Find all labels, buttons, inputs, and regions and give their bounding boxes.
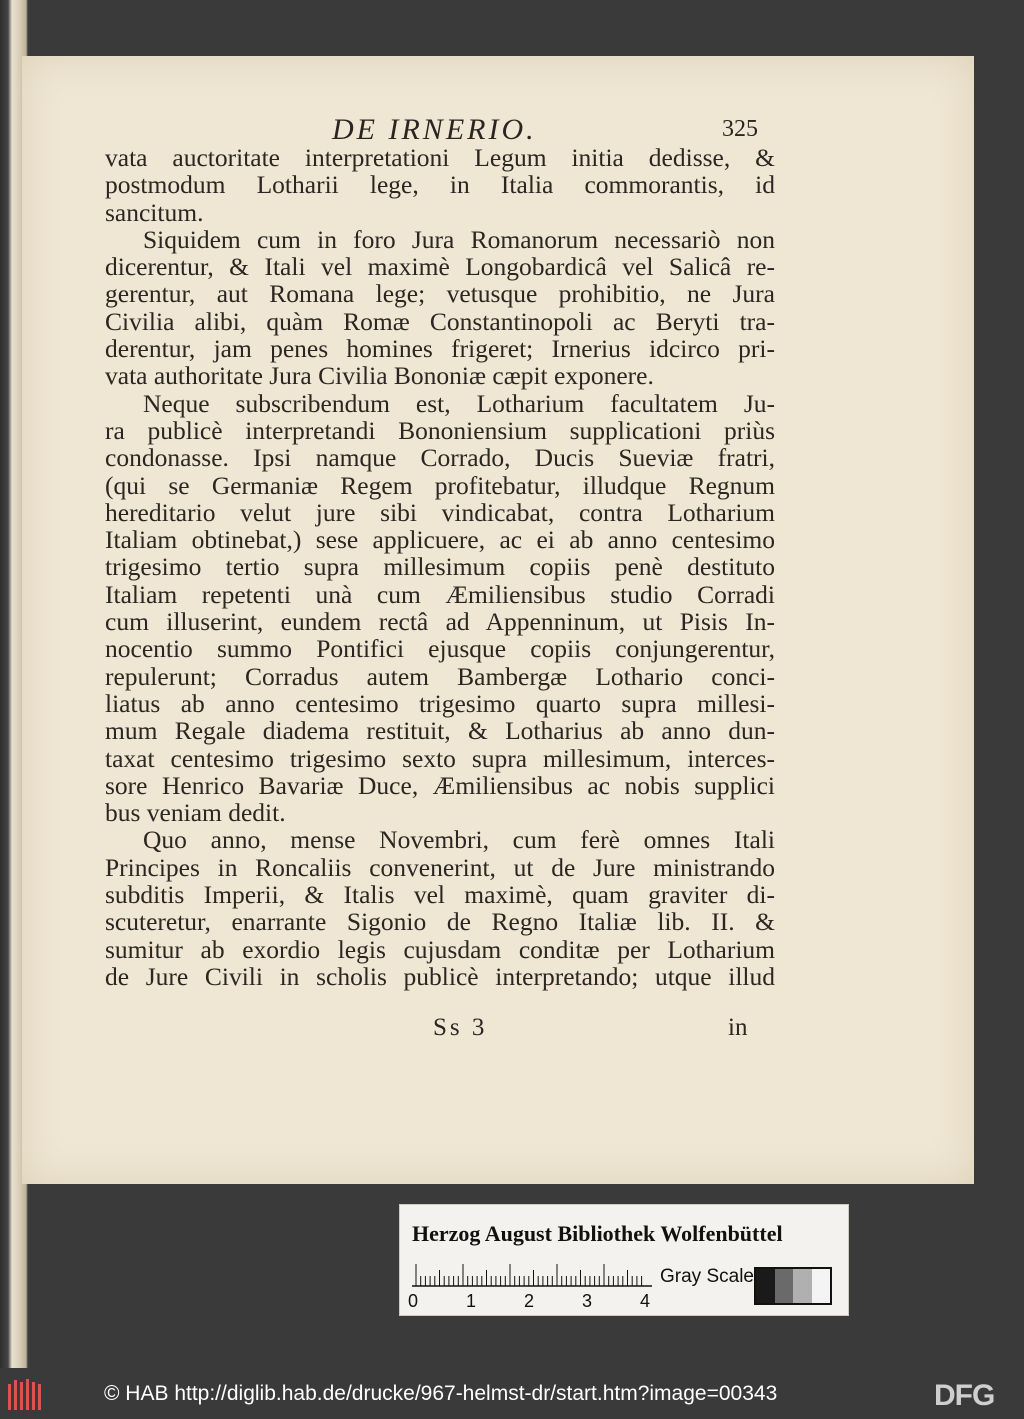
ruler-label: 4	[640, 1291, 651, 1311]
text-line: Quo anno, mense Novembri, cum ferè omnes Itali	[143, 825, 775, 855]
gray-swatch	[775, 1269, 794, 1303]
ruler-label: 1	[466, 1291, 477, 1311]
library-name: Herzog August Bibliothek Wolfenbüttel	[412, 1221, 783, 1246]
gray-swatch	[756, 1269, 775, 1303]
text-line: gerentur, aut Romana lege; vetusque prohibitio, ne Jura	[105, 279, 775, 309]
text-line: Siquidem cum in foro Jura Romanorum necessariò non	[143, 224, 775, 254]
text-line: sumitur ab exordio legis cujusdam conditæ per Lotharium	[105, 934, 775, 964]
gray-swatch	[793, 1269, 812, 1303]
footer-bar	[0, 1372, 1024, 1419]
catchword: in	[728, 1014, 748, 1041]
text-line: (qui se Germaniæ Regem profitebatur, illudque Regnum	[105, 470, 775, 500]
copyright-link[interactable]: © HAB http://diglib.hab.de/drucke/967-helmst-dr/start.htm?image=00343	[104, 1382, 778, 1405]
text-line: bus veniam dedit.	[105, 798, 286, 828]
text-line: Principes in Roncaliis convenerint, ut de Jure ministrando	[105, 852, 775, 882]
ruler-label: 3	[582, 1291, 593, 1311]
text-line: nocentio summo Pontifici ejusque copiis conjungerentur,	[105, 634, 775, 664]
book-page	[22, 56, 974, 1184]
text-line: Italiam repetenti unà cum Æmiliensibus studio Corradi	[105, 579, 775, 609]
gray-swatch	[812, 1269, 831, 1303]
dfg-logo: DFG	[934, 1379, 995, 1412]
text-line: subditis Imperii, & Italis vel maximè, quam graviter di-	[105, 880, 775, 910]
text-line: trigesimo tertio supra millesimum copiis penè destituto	[105, 552, 775, 582]
gray-scale-swatches	[754, 1267, 832, 1305]
ruler-label: 0	[408, 1291, 419, 1311]
library-color-card	[399, 1204, 849, 1316]
text-line: Italiam obtinebat,) sese applicuere, ac ei ab anno centesimo	[105, 525, 775, 555]
ruler-scale	[412, 1263, 652, 1287]
text-line: Civilia alibi, quàm Romæ Constantinopoli ac Beryti tra-	[105, 306, 775, 336]
page-number: 325	[722, 116, 758, 142]
gray-scale-label: Gray Scale	[660, 1266, 754, 1287]
text-line: vata authoritate Jura Civilia Bononiæ cæpit exponere.	[105, 361, 654, 391]
text-line: de Jure Civili in scholis publicè interpretando; utque illud	[105, 961, 775, 991]
hab-logo-icon	[6, 1378, 46, 1412]
ruler-labels	[408, 1291, 668, 1311]
body-text	[105, 144, 775, 990]
text-line: condonasse. Ipsi namque Corrado, Ducis Sueviæ fratri,	[105, 443, 775, 473]
text-line: vata auctoritate interpretationi Legum initia dedisse, &	[105, 143, 775, 172]
text-line: sancitum.	[105, 197, 204, 227]
text-line: ra publicè interpretandi Bononiensium supplicationi priùs	[105, 415, 775, 445]
text-line: repulerunt; Corradus autem Bambergæ Lothario conci-	[105, 661, 775, 691]
text-line: dicerentur, & Itali vel maximè Longobardicâ vel Salicâ re-	[105, 252, 775, 282]
running-head: DE IRNERIO.	[332, 113, 537, 146]
text-line: sore Henrico Bavariæ Duce, Æmiliensibus ac nobis supplici	[105, 770, 775, 800]
text-line: postmodum Lotharii lege, in Italia commorantis, id	[105, 170, 775, 200]
text-line: mum Regale diadema restituit, & Lotharius ab anno dun-	[105, 716, 775, 746]
text-line: Neque subscribendum est, Lotharium facultatem Ju-	[143, 388, 775, 418]
text-line: taxat centesimo trigesimo sexto supra millesimum, interces-	[105, 743, 775, 773]
text-line: liatus ab anno centesimo trigesimo quarto supra millesi-	[105, 688, 775, 718]
text-line: derentur, jam penes homines frigeret; Irnerius idcirco pri-	[105, 334, 775, 364]
signature-mark: Ss 3	[433, 1014, 488, 1041]
text-line: scuteretur, enarrante Sigonio de Regno Italiæ lib. II. &	[105, 907, 775, 937]
text-line: cum illuserint, eundem rectâ ad Appenninum, ut Pisis In-	[105, 607, 775, 637]
text-line: hereditario velut jure sibi vindicabat, contra Lotharium	[105, 497, 775, 527]
ruler-label: 2	[524, 1291, 535, 1311]
